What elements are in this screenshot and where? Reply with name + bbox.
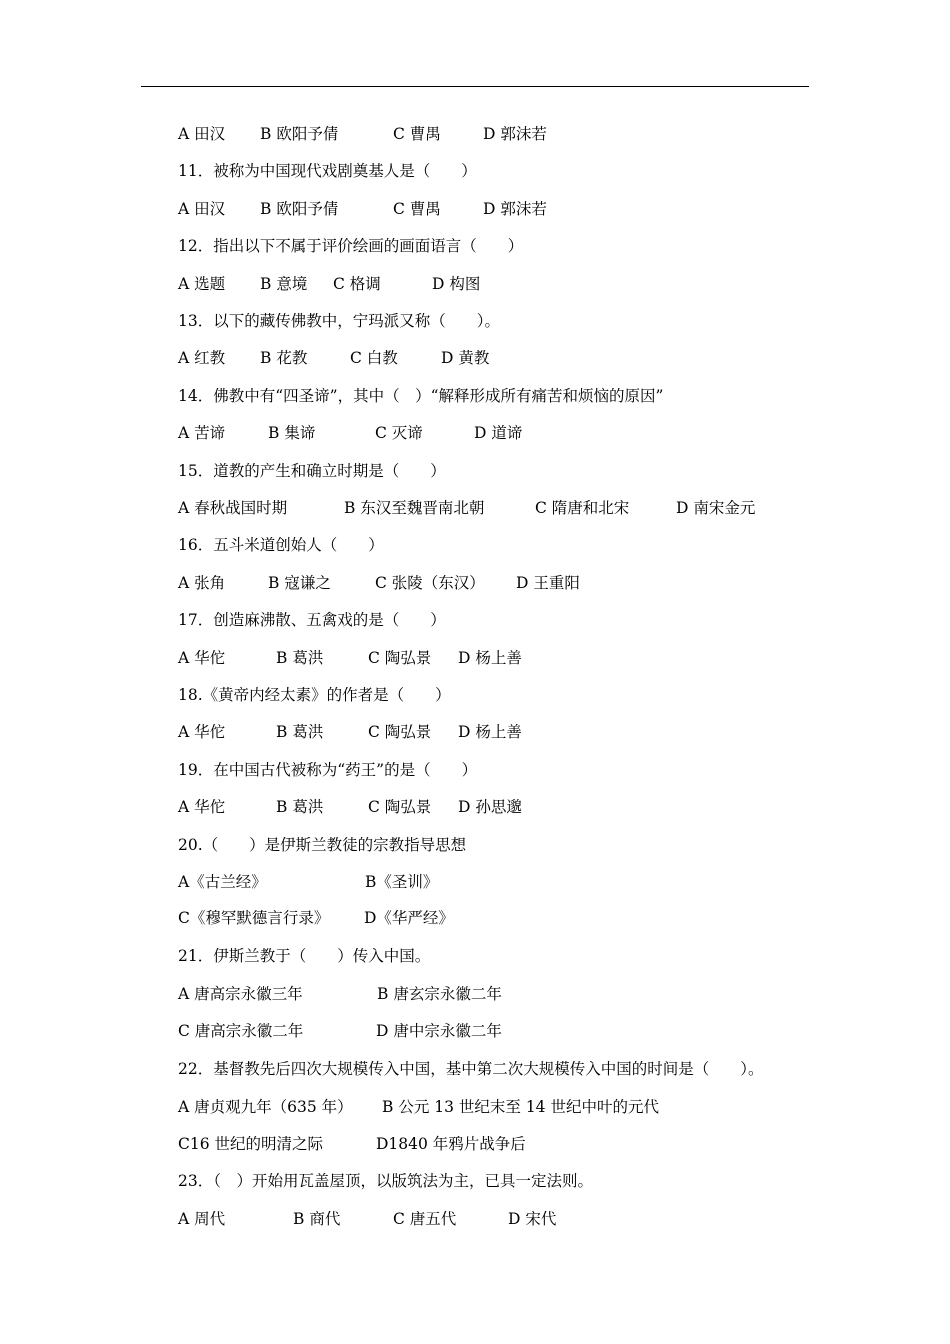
option-b: B 葛洪 (276, 649, 324, 667)
question-line: 21．伊斯兰教于（ ）传入中国。 (178, 947, 431, 965)
question-line: 22．基督教先后四次大规模传入中国，基中第二次大规模传入中国的时间是（ ）。 (178, 1060, 764, 1078)
option-b: B 唐玄宗永徽二年 (377, 985, 502, 1003)
option-a: A 苦谛 (178, 424, 226, 442)
option-a: A 华佗 (178, 723, 226, 741)
option-d: D 孙思邈 (458, 798, 522, 816)
option-c: C 唐五代 (393, 1210, 457, 1228)
option-a: A 唐高宗永徽三年 (178, 985, 303, 1003)
option-a: A 唐贞观九年（635 年） (178, 1098, 353, 1116)
option-a: A 田汉 (178, 125, 226, 143)
question-line: 17．创造麻沸散、五禽戏的是（ ） (178, 611, 446, 629)
option-a: A 华佗 (178, 798, 226, 816)
option-d: D 南宋金元 (676, 499, 756, 517)
option-b: B 意境 (260, 275, 308, 293)
option-c: C 曹禺 (393, 200, 441, 218)
option-a: A 华佗 (178, 649, 226, 667)
option-b: B 欧阳予倩 (260, 200, 339, 218)
option-d: D 王重阳 (516, 574, 580, 592)
option-d: D 构图 (432, 275, 481, 293)
option-a: C16 世纪的明清之际 (178, 1135, 324, 1153)
option-a: C 唐高宗永徽二年 (178, 1022, 304, 1040)
question-line: 20.（ ）是伊斯兰教徒的宗教指导思想 (178, 836, 467, 854)
option-d: D 郭沫若 (483, 200, 547, 218)
option-d: D 郭沫若 (483, 125, 547, 143)
option-a: A 春秋战国时期 (178, 499, 288, 517)
option-b: B 欧阳予倩 (260, 125, 339, 143)
header-rule (141, 86, 809, 87)
option-c: C 曹禺 (393, 125, 441, 143)
option-a: A 田汉 (178, 200, 226, 218)
question-line: 13．以下的藏传佛教中，宁玛派又称（ ）。 (178, 312, 500, 330)
option-c: C 白教 (350, 349, 398, 367)
question-line: 18.《黄帝内经太素》的作者是（ ） (178, 686, 451, 704)
option-a: C《穆罕默德言行录》 (178, 909, 330, 927)
option-b: D1840 年鸦片战争后 (376, 1135, 526, 1153)
question-line: 16．五斗米道创始人（ ） (178, 536, 384, 554)
option-b: B 商代 (293, 1210, 341, 1228)
option-c: C 陶弘景 (368, 649, 432, 667)
option-c: C 灭谛 (375, 424, 423, 442)
option-b: B 葛洪 (276, 723, 324, 741)
option-d: D 杨上善 (458, 723, 522, 741)
option-b: D 唐中宗永徽二年 (376, 1022, 502, 1040)
option-d: D 杨上善 (458, 649, 522, 667)
option-b: B 集谛 (268, 424, 316, 442)
option-b: B 寇谦之 (268, 574, 331, 592)
option-c: C 陶弘景 (368, 798, 432, 816)
question-line: 11．被称为中国现代戏剧奠基人是（ ） (178, 162, 477, 180)
option-d: D 黄教 (441, 349, 490, 367)
question-line: 23．（ ）开始用瓦盖屋顶，以版筑法为主，已具一定法则。 (178, 1172, 593, 1190)
option-d: D 道谛 (474, 424, 523, 442)
option-b: B 东汉至魏晋南北朝 (344, 499, 485, 517)
option-a: A 张角 (178, 574, 226, 592)
option-c: C 隋唐和北宋 (535, 499, 630, 517)
option-b: B 葛洪 (276, 798, 324, 816)
option-b: B《圣训》 (365, 873, 439, 891)
option-a: A 选题 (178, 275, 226, 293)
option-b: D《华严经》 (364, 909, 454, 927)
option-a: A 周代 (178, 1210, 226, 1228)
option-a: A 红教 (178, 349, 226, 367)
option-a: A《古兰经》 (178, 873, 267, 891)
option-c: C 陶弘景 (368, 723, 432, 741)
option-d: D 宋代 (508, 1210, 557, 1228)
option-b: B 公元 13 世纪末至 14 世纪中叶的元代 (382, 1098, 659, 1116)
option-b: B 花教 (260, 349, 308, 367)
question-line: 12．指出以下不属于评价绘画的画面语言（ ） (178, 237, 524, 255)
option-c: C 格调 (333, 275, 381, 293)
question-line: 14．佛教中有“四圣谛”，其中（ ）“解释形成所有痛苦和烦恼的原因” (178, 387, 664, 405)
question-line: 19．在中国古代被称为“药王”的是（ ） (178, 761, 478, 779)
option-c: C 张陵（东汉） (375, 574, 485, 592)
question-line: 15．道教的产生和确立时期是（ ） (178, 462, 446, 480)
